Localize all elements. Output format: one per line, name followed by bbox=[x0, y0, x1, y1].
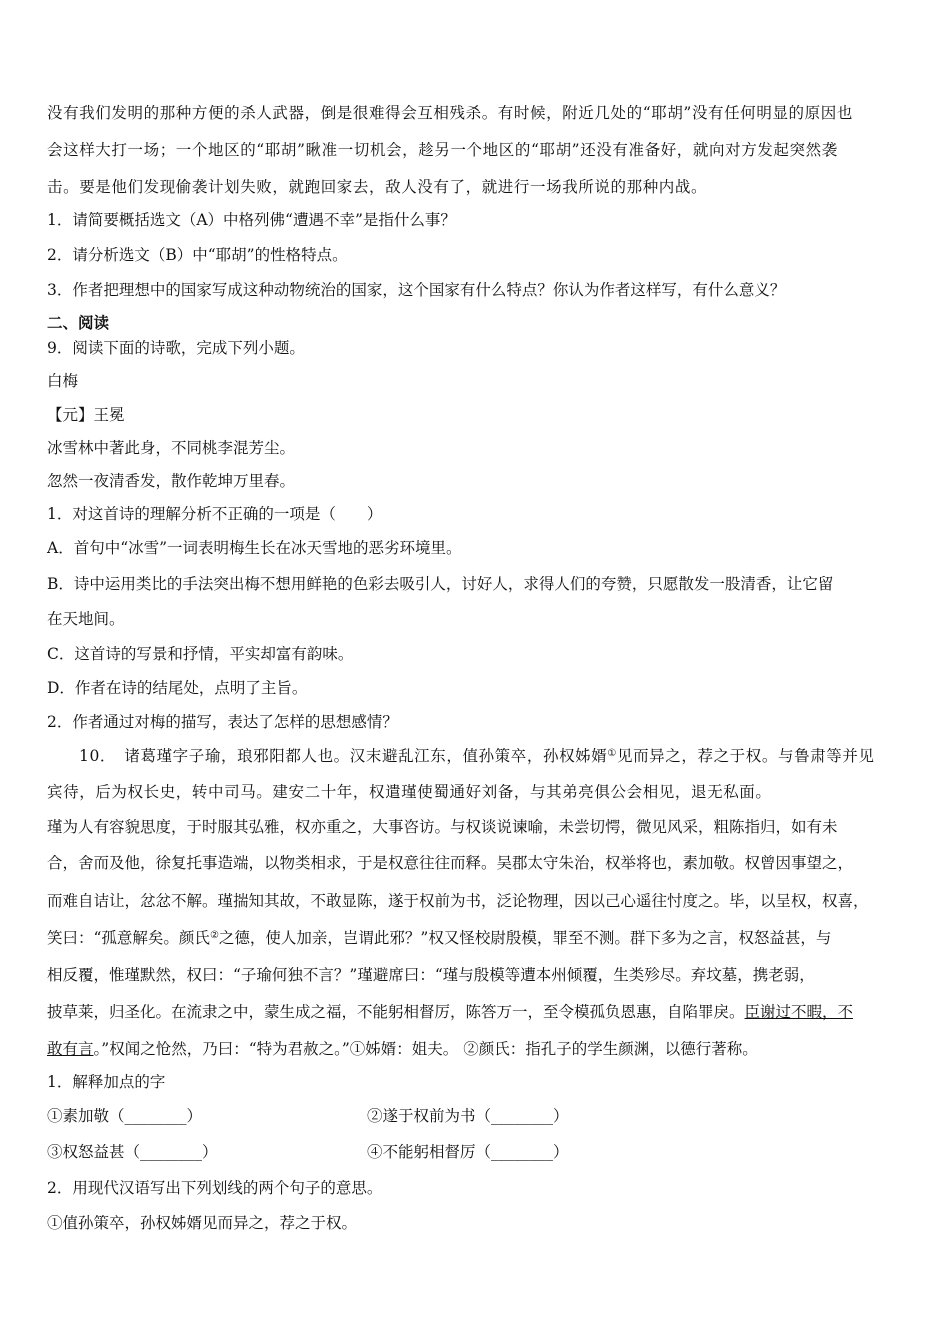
underlined-sentence-part1: 臣谢过不暇，不 bbox=[744, 1003, 854, 1021]
q10-line-9 bbox=[47, 1039, 758, 1059]
section-title: 二、阅读 bbox=[47, 314, 110, 332]
q9-option-b-line2: 在天地间。 bbox=[47, 610, 125, 628]
q9-option-a: A．首句中“冰雪”一词表明梅生长在冰天雪地的恶劣环境里。 bbox=[47, 539, 462, 557]
q10-item-3: ③权怒益甚（________） bbox=[47, 1143, 218, 1161]
q10-line-2: 宾待，后为权长史，转中司马。建安二十年，权遣瑾使蜀通好刘备，与其弟亮俱公会相见，退无私面。 bbox=[47, 783, 772, 801]
q10-line1-post: 见而异之，荐之于权。与鲁肃等并见 bbox=[616, 747, 875, 765]
q9-sub2: 2．作者通过对梅的描写，表达了怎样的思想感情？ bbox=[47, 713, 398, 731]
q10-item-2: ②遂于权前为书（________） bbox=[367, 1107, 569, 1125]
q8-question-1: 1．请简要概括选文（A）中格列佛“遭遇不幸”是指什么事？ bbox=[47, 211, 456, 229]
underlined-sentence-part2: 敢有言 bbox=[47, 1040, 94, 1058]
q10-sub1: 1．解释加点的字 bbox=[47, 1073, 166, 1091]
q10-item-4: ④不能躬相督厉（________） bbox=[367, 1143, 569, 1161]
poem-line-2: 忽然一夜清香发，散作乾坤万里春。 bbox=[47, 472, 296, 490]
q10-line-6 bbox=[47, 928, 831, 948]
footnote-mark-2: ② bbox=[209, 930, 219, 941]
q10-line-7: 相反覆，惟瑾默然，权曰：“子瑜何独不言？”瑾避席曰：“瑾与殷模等遭本州倾覆，生类殄尽。弃坟墓，携老弱， bbox=[47, 966, 815, 984]
q10-line-3: 瑾为人有容貌思度，于时服其弘雅，权亦重之，大事咨访。与权谈说谏喻，未尝切愕，微见风采，粗陈指归，如有未 bbox=[47, 818, 838, 836]
q8-question-3: 3．作者把理想中的国家写成这种动物统治的国家，这个国家有什么特点？你认为作者这样写，有什么意义？ bbox=[47, 281, 786, 299]
q10-item-1: ①素加敬（________） bbox=[47, 1107, 203, 1125]
q10-line-1 bbox=[79, 746, 875, 766]
q10-line8-pre: 披草莱，归圣化。在流隶之中，蒙生成之福，不能躬相督厉，陈答万一，至令模孤负恩惠，自陷罪戾。 bbox=[47, 1003, 745, 1021]
q9-option-d: D．作者在诗的结尾处，点明了主旨。 bbox=[47, 679, 308, 697]
q9-option-b-line1: B．诗中运用类比的手法突出梅不想用鲜艳的色彩去吸引人，讨好人，求得人们的夸赞，只愿散发一股清香，让它留 bbox=[47, 575, 834, 593]
q9-sub1: 1．对这首诗的理解分析不正确的一项是（ ） bbox=[47, 505, 383, 523]
passage-line-3: 击。要是他们发现偷袭计划失败，就跑回家去，敌人没有了，就进行一场我所说的那种内战。 bbox=[47, 178, 708, 196]
poem-title: 白梅 bbox=[47, 372, 79, 390]
q8-question-2: 2．请分析选文（B）中“耶胡”的性格特点。 bbox=[47, 246, 348, 264]
q10-line1-pre: 10． 诸葛瑾字子瑜，琅邪阳都人也。汉末避乱江东，值孙策卒，孙权姊婿 bbox=[79, 747, 608, 765]
passage-line-2: 会这样大打一场；一个地区的“耶胡”瞅准一切机会，趁另一个地区的“耶胡”还没有准备好，就向对方发起突然袭 bbox=[47, 141, 838, 159]
q10-item-row-1 bbox=[47, 1106, 202, 1126]
footnote-mark-1: ① bbox=[607, 748, 617, 759]
q9-option-c: C．这首诗的写景和抒情，平实却富有韵味。 bbox=[47, 645, 354, 663]
q10-sub2: 2．用现代汉语写出下列划线的两个句子的意思。 bbox=[47, 1179, 383, 1197]
q9-prompt: 9．阅读下面的诗歌，完成下列小题。 bbox=[47, 339, 305, 357]
passage-line-1: 没有我们发明的那种方便的杀人武器，倒是很难得会互相残杀。有时候，附近几处的“耶胡”没有任何明显的原因也 bbox=[47, 104, 853, 122]
poem-line-1: 冰雪林中著此身，不同桃李混芳尘。 bbox=[47, 439, 296, 457]
q10-line-4: 合，舍而及他，徐复托事造端，以物类相求，于是权意往往而释。吴郡太守朱治，权举将也，素加敬。权曾因事望之， bbox=[47, 854, 854, 872]
q10-line9-post: 。”权闻之怆然，乃曰：“特为君赦之。”①姊婿：姐夫。 ②颜氏：指孔子的学生颜渊，以德行著称。 bbox=[93, 1040, 758, 1058]
q10-line-8 bbox=[47, 1002, 853, 1022]
q10-line6-pre: 笑曰：“孤意解矣。颜氏 bbox=[47, 929, 210, 947]
q10-line6-post: 之德，使人加亲，岂谓此邪？”权又怪校尉殷模，罪至不测。群下多为之言，权怒益甚，与 bbox=[218, 929, 832, 947]
q10-line-5: 而难自诘让，忿忿不解。瑾揣知其故，不敢显陈，遂于权前为书，泛论物理，因以己心遥往忖度之。毕，以呈权，权喜， bbox=[47, 892, 869, 910]
poem-author: 【元】王冕 bbox=[47, 406, 125, 424]
q10-sentence-1: ①值孙策卒，孙权姊婿见而异之，荐之于权。 bbox=[47, 1214, 358, 1232]
